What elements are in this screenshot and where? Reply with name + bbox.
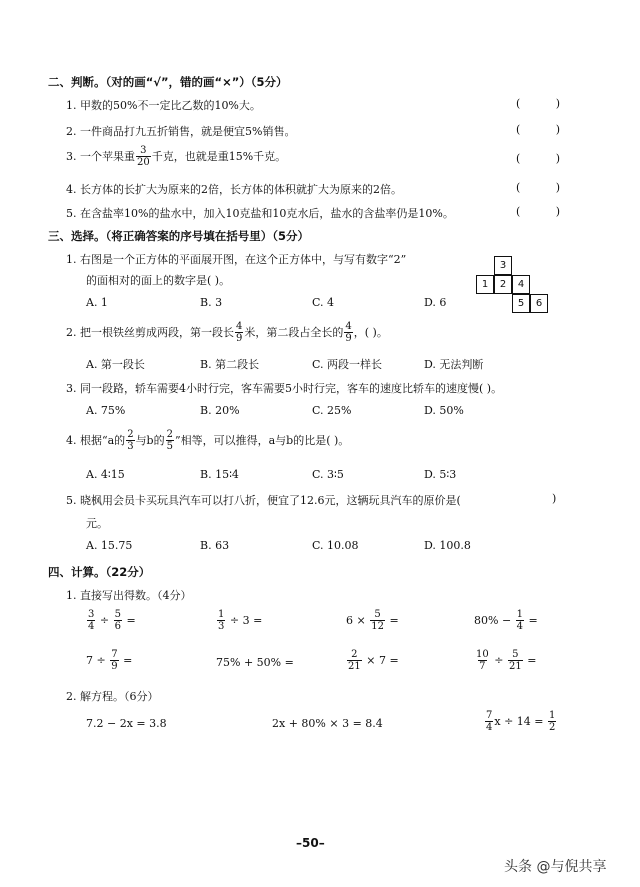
s3-q3-option-a: A. 75% xyxy=(86,404,126,417)
s3-q4-option-d: D. 5∶3 xyxy=(424,468,457,481)
s3-q2: 2. 把一根铁丝剪成两段，第一段长 $\frac{4}{9}$ 米，第二段占全长的 $\frac{4}{9}$ ，( )。 xyxy=(66,321,388,344)
calc-5: 7 ÷ $\frac{7}{9}$ = xyxy=(86,649,133,672)
calc-6: 75% + 50% = xyxy=(216,656,294,669)
s3-q4: 4. 根据“a的 $\frac{2}{3}$ 与b的 $\frac{2}{5}$ ”相等，可以推得，a与b的比是( )。 xyxy=(66,429,350,452)
s3-q5-option-c: C. 10.08 xyxy=(312,539,359,552)
s3-q2-option-d: D. 无法判断 xyxy=(424,358,484,371)
s3-q3-option-d: D. 50% xyxy=(424,404,464,417)
s3-q1-option-d: D. 6 xyxy=(424,296,447,309)
s3-q5-line2: 元。 xyxy=(86,517,108,530)
calc-3: 6 × $\frac{5}{12}$ = xyxy=(346,609,399,632)
equation-1: 7.2 − 2x = 3.8 xyxy=(86,717,167,730)
s2-q1: 1. 甲数的50%不一定比乙数的10%大。 xyxy=(66,99,261,112)
s2-q5: 5. 在含盐率10%的盐水中，加入10克盐和10克水后，盐水的含盐率仍是10%。 xyxy=(66,207,454,220)
s3-q1-line2: 的面相对的面上的数字是( )。 xyxy=(86,274,231,287)
s3-q4-option-c: C. 3∶5 xyxy=(312,468,344,481)
net-cell-6: 6 xyxy=(530,294,548,313)
s3-q2-option-a: A. 第一段长 xyxy=(86,358,145,371)
s3-q2-option-c: C. 两段一样长 xyxy=(312,358,383,371)
net-cell-3: 3 xyxy=(494,256,512,275)
s3-q5-option-a: A. 15.75 xyxy=(86,539,133,552)
s3-q5-option-b: B. 63 xyxy=(200,539,230,552)
net-cell-5: 5 xyxy=(512,294,530,313)
s2-q4: 4. 长方体的长扩大为原来的2倍，长方体的体积就扩大为原来的2倍。 xyxy=(66,183,402,196)
calc-7: $\frac{2}{21}$ × 7 = xyxy=(348,649,399,672)
s4-sub1-title: 1. 直接写出得数。（4分） xyxy=(66,589,192,602)
calc-1: $\frac{3}{4}$ ÷ $\frac{5}{6}$ = xyxy=(88,609,136,632)
section-4-title: 四、计算。（22分） xyxy=(48,565,151,579)
s3-q5-option-d: D. 100.8 xyxy=(424,539,471,552)
net-cell-2: 2 xyxy=(494,275,512,294)
s3-q3-option-c: C. 25% xyxy=(312,404,352,417)
s3-q4-option-b: B. 15∶4 xyxy=(200,468,239,481)
calc-4: 80% − $\frac{1}{4}$ = xyxy=(474,609,538,632)
watermark: 头条 @与倪共享 xyxy=(504,859,607,875)
s3-q1-line1: 1. 右图是一个正方体的平面展开图，在这个正方体中，与写有数字“2” xyxy=(66,253,407,266)
s3-q3: 3. 同一段路，轿车需要4小时行完，客车需要5小时行完，客车的速度比轿车的速度慢( )。 xyxy=(66,382,503,395)
section-3-title: 三、选择。（将正确答案的序号填在括号里）（5分） xyxy=(48,229,309,243)
s3-q1-option-a: A. 1 xyxy=(86,296,108,309)
s3-q2-option-b: B. 第二段长 xyxy=(200,358,260,371)
calc-8: $\frac{10}{7}$ ÷ $\frac{5}{21}$ = xyxy=(476,649,537,672)
equation-2: 2x + 80% × 3 = 8.4 xyxy=(272,717,383,730)
s3-q5-line1: 5. 晓枫用会员卡买玩具汽车可以打八折，便宜了12.6元，这辆玩具汽车的原价是( xyxy=(66,494,461,507)
s3-q4-option-a: A. 4∶15 xyxy=(86,468,125,481)
s3-q5-paren-close[interactable]: ) xyxy=(552,492,557,505)
net-cell-4: 4 xyxy=(512,275,530,294)
s2-q2: 2. 一件商品打九五折销售，就是便宜5%销售。 xyxy=(66,125,296,138)
equation-3: $\frac{7}{4}$ x ÷ 14 = $\frac{1}{2}$ xyxy=(486,710,556,733)
page-number: –50– xyxy=(296,836,325,850)
s3-q3-option-b: B. 20% xyxy=(200,404,240,417)
s2-q3: 3. 一个苹果重 $\frac{3}{20}$ 千克，也就是重15%千克。 xyxy=(66,145,287,168)
section-2-title: 二、判断。（对的画“√”，错的画“×”）（5分） xyxy=(48,75,288,89)
s3-q1-option-b: B. 3 xyxy=(200,296,223,309)
net-cell-1: 1 xyxy=(476,275,494,294)
s4-sub2-title: 2. 解方程。（6分） xyxy=(66,690,159,703)
s3-q1-option-c: C. 4 xyxy=(312,296,335,309)
calc-2: $\frac{1}{3}$ ÷ 3 = xyxy=(218,609,263,632)
